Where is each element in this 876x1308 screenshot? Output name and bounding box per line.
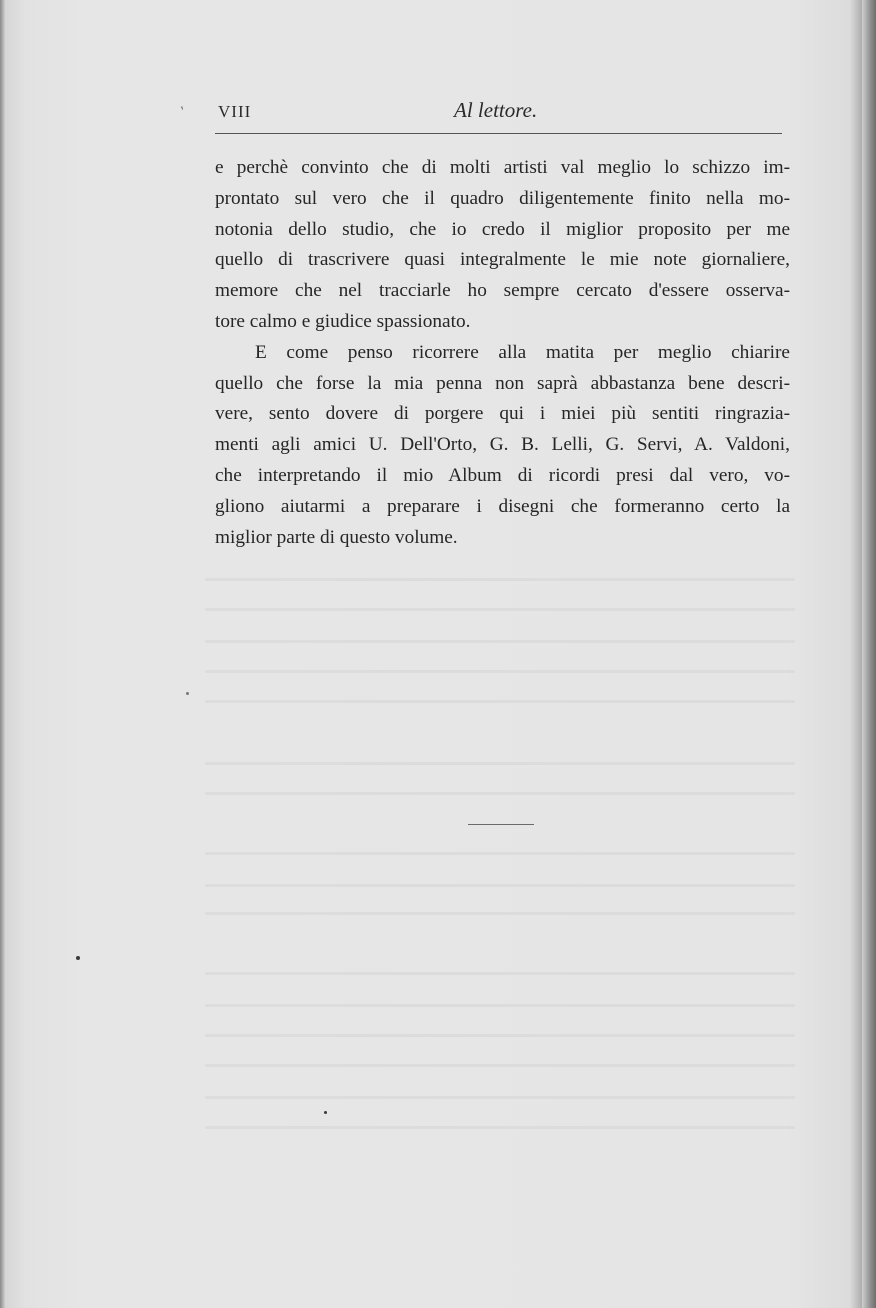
show-through bbox=[205, 608, 795, 611]
header-rule bbox=[215, 133, 782, 134]
body-text bbox=[215, 153, 790, 553]
paragraph-1 bbox=[215, 153, 790, 338]
text-line: miglior parte di questo volume. bbox=[215, 526, 458, 548]
page-header bbox=[218, 96, 782, 132]
show-through bbox=[205, 1126, 795, 1129]
text-line: tore calmo e giudice spassionato. bbox=[215, 310, 471, 332]
show-through bbox=[205, 1034, 795, 1037]
text-line: che interpretando il mio Album di ricordi presi dal vero, vo- bbox=[215, 464, 790, 486]
margin-mark: ′ bbox=[179, 104, 190, 119]
show-through bbox=[205, 884, 795, 887]
text-line: prontato sul vero che il quadro diligentemente finito nella mo- bbox=[215, 187, 790, 209]
text-line: menti agli amici U. Dell'Orto, G. B. Lelli, G. Servi, A. Valdoni, bbox=[215, 434, 790, 456]
show-through-rule bbox=[468, 824, 534, 825]
text-line: vere, sento dovere di porgere qui i miei più sentiti ringrazia- bbox=[215, 403, 790, 425]
show-through bbox=[205, 578, 795, 581]
show-through bbox=[205, 670, 795, 673]
text-line: E come penso ricorrere alla matita per meglio chiarire bbox=[255, 341, 790, 363]
show-through bbox=[205, 762, 795, 765]
page-right-edge bbox=[862, 0, 876, 1308]
page-left-edge bbox=[0, 0, 5, 1308]
ink-speck bbox=[186, 692, 189, 695]
show-through bbox=[205, 912, 795, 915]
show-through bbox=[205, 972, 795, 975]
show-through bbox=[205, 1096, 795, 1099]
running-title: Al lettore. bbox=[454, 98, 538, 122]
text-line: e perchè convinto che di molti artisti val meglio lo schizzo im- bbox=[215, 157, 790, 178]
show-through bbox=[205, 792, 795, 795]
text-line: quello che forse la mia penna non saprà abbastanza bene descri- bbox=[215, 372, 790, 394]
page-number: VIII bbox=[218, 102, 252, 121]
show-through bbox=[205, 700, 795, 703]
text-line: gliono aiutarmi a preparare i disegni che formeranno certo la bbox=[215, 495, 790, 517]
text-line: notonia dello studio, che io credo il miglior proposito per me bbox=[215, 218, 790, 240]
show-through bbox=[205, 640, 795, 643]
paragraph-2 bbox=[215, 338, 790, 554]
show-through bbox=[205, 852, 795, 855]
ink-speck bbox=[324, 1111, 327, 1114]
show-through bbox=[205, 1064, 795, 1067]
show-through bbox=[205, 1004, 795, 1007]
ink-speck bbox=[76, 956, 80, 960]
text-line: memore che nel tracciarle ho sempre cercato d'essere osserva- bbox=[215, 280, 790, 302]
text-line: quello di trascrivere quasi integralmente le mie note giornaliere, bbox=[215, 249, 790, 271]
